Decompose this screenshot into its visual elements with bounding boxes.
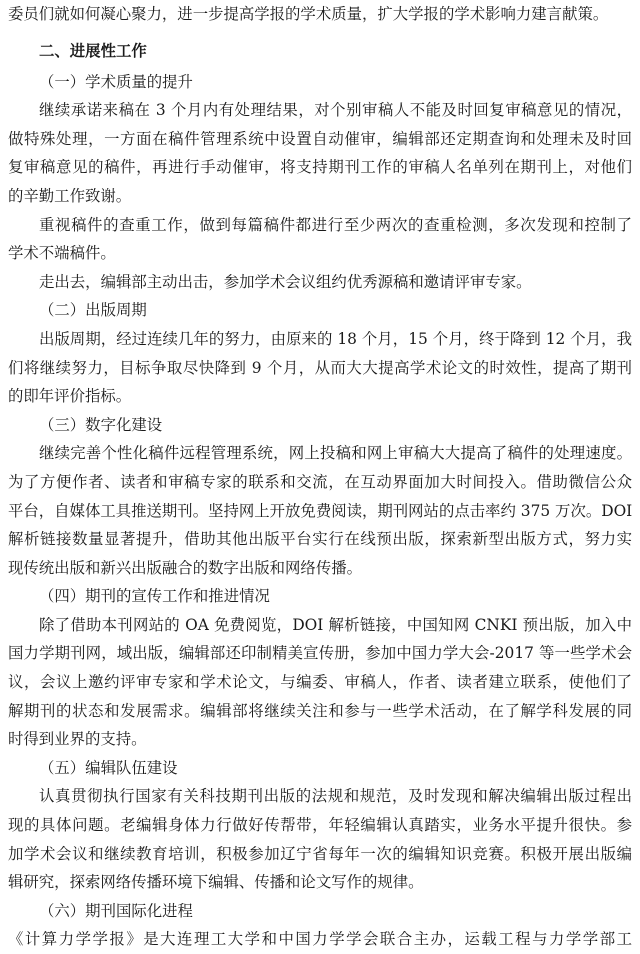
text-line: 继续完善个性化稿件远程管理系统，网上投稿和网上审稿大大提高了稿件的处理速度。 bbox=[39, 444, 632, 463]
text-line: 现的具体问题。老编辑身体力行做好传帮带，年轻编辑认真踏实，业务水平提升很快。参 bbox=[8, 816, 632, 835]
text-line: 认真贯彻执行国家有关科技期刊出版的法规和规范，及时发现和解决编辑出版过程出 bbox=[39, 787, 632, 806]
text-line: 复审稿意见的稿件，再进行手动催审，将支持期刊工作的审稿人名单列在期刊上，对他们 bbox=[8, 158, 632, 177]
text-line: 为了方便作者、读者和审稿专家的联系和交流，在互动界面加大时间投入。借助微信公众 bbox=[8, 472, 632, 491]
text-line: 现传统出版和新兴出版融合的数字出版和网络传播。 bbox=[8, 558, 362, 577]
text-line: 加学术会议和继续教育培训，积极参加辽宁省每年一次的编辑知识竞赛。积极开展出版编 bbox=[8, 844, 632, 863]
paragraph bbox=[8, 782, 632, 896]
text-line: 除了借助本刊网站的 OA 免费阅览，DOI 解析链接，中国知网 CNKI 预出版，加入中 bbox=[39, 615, 632, 634]
text-line: 辑研究，探索网络传播环境下编辑、传播和论文写作的规律。 bbox=[8, 873, 424, 892]
text-line: 时得到业界的支持。 bbox=[8, 730, 147, 749]
text-line: 平台，自媒体工具推送期刊。坚持网上开放免费阅读，期刊网站的点击率约 375 万次。DOI bbox=[8, 501, 632, 520]
intro-paragraph bbox=[8, 0, 632, 29]
paragraph bbox=[8, 211, 632, 268]
text-line: 的辛勤工作致谢。 bbox=[8, 186, 132, 205]
paragraph bbox=[8, 96, 632, 210]
text-line: 解期刊的状态和发展需求。编辑部将继续关注和参与一些学术活动，在了解学科发展的同 bbox=[8, 701, 632, 720]
text-line: 解析链接数量显著提升，借助其他出版平台实行在线预出版，探索新型出版方式，努力实 bbox=[8, 530, 632, 549]
text-line: 国力学期刊网，域出版，编辑部还印制精美宣传册，参加中国力学大会-2017 等一些学术会 bbox=[8, 644, 632, 663]
paragraph bbox=[8, 439, 632, 582]
subsection-heading-6: （六）期刊国际化进程 bbox=[39, 901, 193, 920]
text-line: 《计算力学学报》是大连理工大学和中国力学学会联合主办，运载工程与力学学部工 bbox=[8, 930, 632, 949]
text-line: 重视稿件的查重工作，做到每篇稿件都进行至少两次的查重检测，多次发现和控制了 bbox=[39, 215, 632, 234]
text-line: 学术不端稿件。 bbox=[8, 244, 116, 263]
subsection-heading-4: （四）期刊的宣传工作和推进情况 bbox=[39, 587, 270, 606]
text-line: 出版周期，经过连续几年的努力，由原来的 18 个月，15 个月，终于降到 12 个月，我 bbox=[39, 329, 632, 348]
section-title: 二、进展性工作 bbox=[39, 41, 147, 60]
subsection-heading-1: （一）学术质量的提升 bbox=[39, 72, 193, 91]
subsection-heading-2: （二）出版周期 bbox=[39, 301, 147, 320]
text-line: 继续承诺来稿在 3 个月内有处理结果，对个别审稿人不能及时回复审稿意见的情况， bbox=[39, 101, 632, 120]
subsection-heading-5: （五）编辑队伍建设 bbox=[39, 758, 178, 777]
subsection-heading-3: （三）数字化建设 bbox=[39, 415, 163, 434]
paragraph bbox=[8, 268, 632, 297]
paragraph bbox=[8, 925, 632, 954]
text-line: 的即年评价指标。 bbox=[8, 387, 132, 406]
text-line: 委员们就如何凝心聚力，进一步提高学报的学术质量，扩大学报的学术影响力建言献策。 bbox=[8, 5, 609, 23]
paragraph bbox=[8, 611, 632, 754]
text-line: 走出去，编辑部主动出击，参加学术会议组约优秀源稿和邀请评审专家。 bbox=[39, 272, 532, 291]
paragraph bbox=[8, 325, 632, 411]
text-line: 做特殊处理，一方面在稿件管理系统中设置自动催审，编辑部还定期查询和处理未及时回 bbox=[8, 129, 632, 148]
text-line: 们将继续努力，目标争取尽快降到 9 个月，从而大大提高学术论文的时效性，提高了期刊 bbox=[8, 358, 632, 377]
text-line: 议，会议上邀约评审专家和学术论文，与编委、审稿人，作者、读者建立联系，使他们了 bbox=[8, 673, 632, 692]
